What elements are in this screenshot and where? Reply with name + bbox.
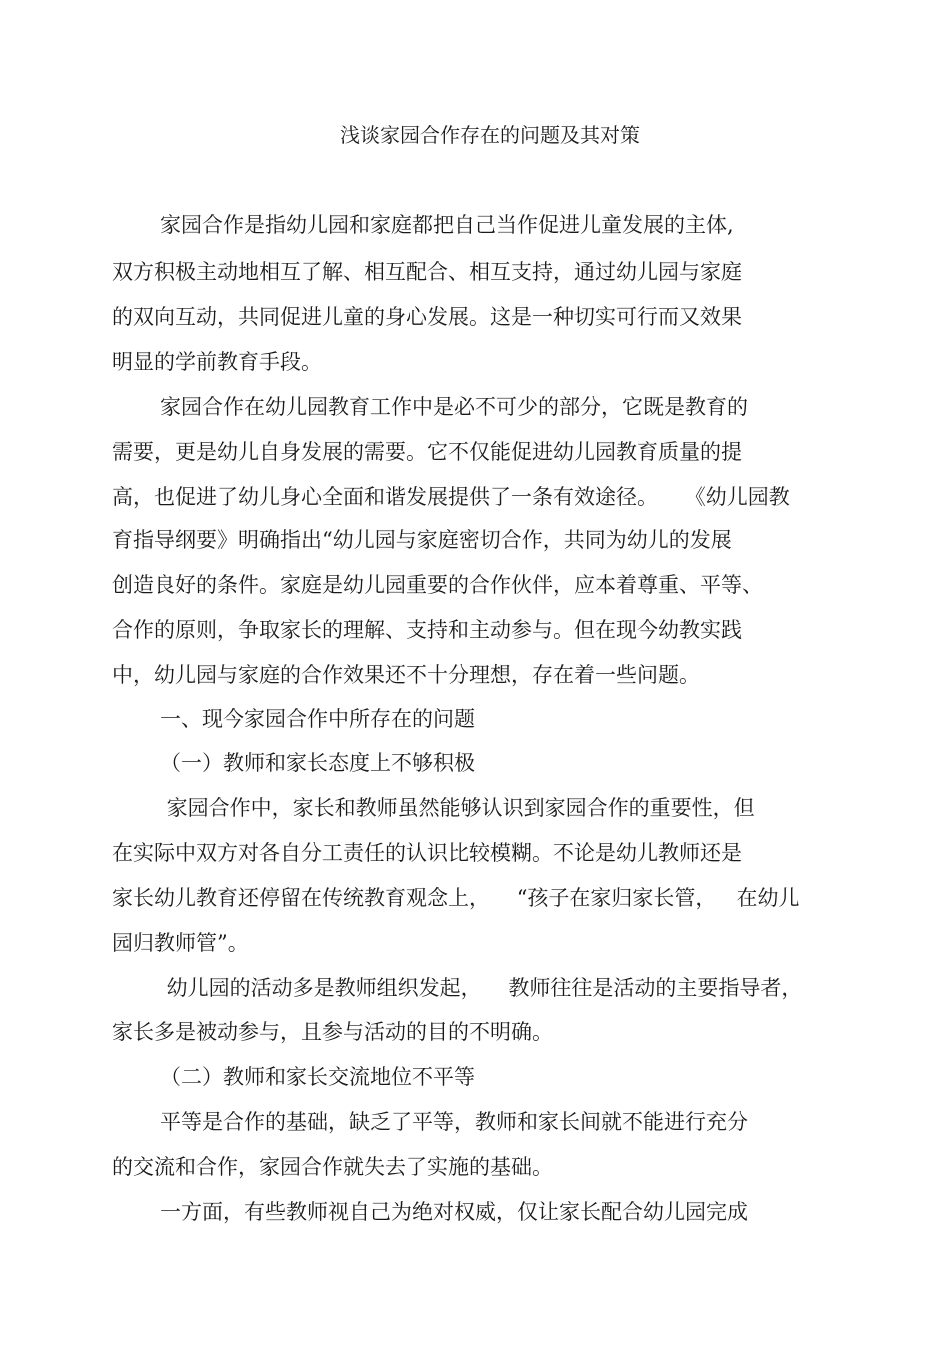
text-line: 一方面，有些教师视自己为绝对权威，仅让家长配合幼儿园完成 bbox=[160, 1200, 748, 1224]
text-line: 高，也促进了幼儿身心全面和谐发展提供了一条有效途径。 《幼儿园教 bbox=[112, 485, 790, 509]
text-line: 的交流和合作，家园合作就失去了实施的基础。 bbox=[112, 1155, 553, 1179]
text-line: 育指导纲要》明确指出“幼儿园与家庭密切合作，共同为幼儿的发展 bbox=[112, 528, 732, 552]
text-line: 家园合作在幼儿园教育工作中是必不可少的部分，它既是教育的 bbox=[160, 395, 748, 419]
text-line: 合作的原则，争取家长的理解、支持和主动参与。但在现今幼教实践 bbox=[112, 618, 742, 642]
text-line: 家园合作是指幼儿园和家庭都把自己当作促进儿童发展的主体, bbox=[160, 213, 734, 237]
subsection-heading: （一）教师和家长态度上不够积极 bbox=[160, 751, 475, 775]
text-line: 的双向互动，共同促进儿童的身心发展。这是一种切实可行而又效果 bbox=[112, 305, 742, 329]
text-line: 中，幼儿园与家庭的合作效果还不十分理想，存在着一些问题。 bbox=[112, 663, 700, 687]
text-line: 家长多是被动参与，且参与活动的目的不明确。 bbox=[112, 1020, 553, 1044]
text-line: 幼儿园的活动多是教师组织发起， 教师往往是活动的主要指导者， bbox=[160, 976, 803, 1000]
text-line: 创造良好的条件。家庭是幼儿园重要的合作伙伴，应本着尊重、平等、 bbox=[112, 573, 763, 597]
subsection-heading: （二）教师和家长交流地位不平等 bbox=[160, 1065, 475, 1089]
text-line: 园归教师管”。 bbox=[112, 931, 249, 955]
text-line: 双方积极主动地相互了解、相互配合、相互支持，通过幼儿园与家庭 bbox=[112, 260, 742, 284]
document-title: 浅谈家园合作存在的问题及其对策 bbox=[340, 123, 640, 147]
section-heading: 一、现今家园合作中所存在的问题 bbox=[160, 707, 475, 731]
text-line: 平等是合作的基础，缺乏了平等，教师和家长间就不能进行充分 bbox=[160, 1110, 748, 1134]
text-line: 家园合作中，家长和教师虽然能够认识到家园合作的重要性，但 bbox=[160, 796, 755, 820]
text-line: 明显的学前教育手段。 bbox=[112, 350, 322, 374]
text-line: 需要，更是幼儿自身发展的需要。它不仅能促进幼儿园教育质量的提 bbox=[112, 440, 742, 464]
text-line: 家长幼儿教育还停留在传统教育观念上， “孩子在家归家长管， 在幼儿 bbox=[112, 886, 800, 910]
text-line: 在实际中双方对各自分工责任的认识比较模糊。不论是幼儿教师还是 bbox=[112, 841, 742, 865]
